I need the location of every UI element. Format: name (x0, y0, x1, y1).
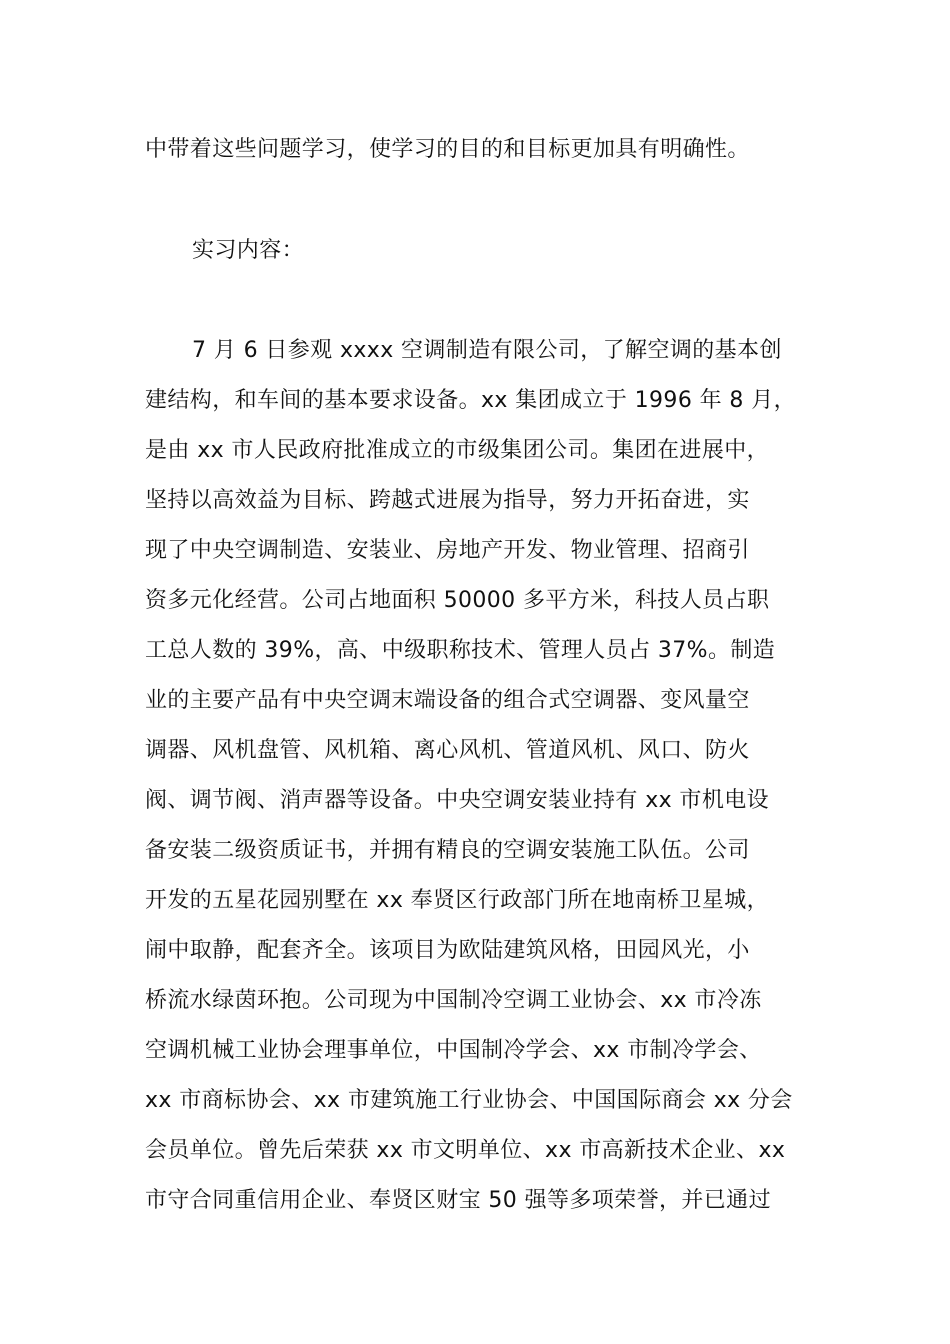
text-line: xx 市商标协会、xx 市建筑施工行业协会、中国国际商会 xx 分会 (145, 1088, 793, 1113)
text-line: 建结构，和车间的基本要求设备。xx 集团成立于 1996 年 8 月， (145, 388, 796, 413)
text-line: 工总人数的 39%，高、中级职称技术、管理人员占 37%。制造 (145, 638, 776, 663)
text-line: 开发的五星花园别墅在 xx 奉贤区行政部门所在地南桥卫星城， (145, 888, 770, 913)
text-line: 空调机械工业协会理事单位，中国制冷学会、xx 市制冷学会、 (145, 1038, 762, 1063)
text-line: 业的主要产品有中央空调末端设备的组合式空调器、变风量空 (145, 688, 750, 713)
section-heading: 实习内容： (192, 238, 305, 263)
text-line: 市守合同重信用企业、奉贤区财宝 50 强等多项荣誉，并已通过 (145, 1188, 771, 1213)
text-line: 中带着这些问题学习，使学习的目的和目标更加具有明确性。 (145, 137, 750, 162)
text-line: 调器、风机盘管、风机箱、离心风机、管道风机、风口、防火 (145, 738, 750, 763)
text-line: 桥流水绿茵环抱。公司现为中国制冷空调工业协会、xx 市冷冻 (145, 988, 762, 1013)
text-line: 是由 xx 市人民政府批准成立的市级集团公司。集团在进展中， (145, 438, 770, 463)
text-line: 资多元化经营。公司占地面积 50000 多平方米，科技人员占职 (145, 588, 770, 613)
text-line: 现了中央空调制造、安装业、房地产开发、物业管理、招商引 (145, 538, 750, 563)
paragraph-first-line: 7 月 6 日参观 xxxx 空调制造有限公司，了解空调的基本创 (192, 338, 782, 363)
text-line: 会员单位。曾先后荣获 xx 市文明单位、xx 市高新技术企业、xx (145, 1138, 786, 1163)
text-line: 备安装二级资质证书，并拥有精良的空调安装施工队伍。公司 (145, 838, 750, 863)
text-line: 阀、调节阀、消声器等设备。中央空调安装业持有 xx 市机电设 (145, 788, 770, 813)
text-line: 闹中取静，配套齐全。该项目为欧陆建筑风格，田园风光，小 (145, 938, 750, 963)
text-line: 坚持以高效益为目标、跨越式进展为指导，努力开拓奋进，实 (145, 488, 750, 513)
